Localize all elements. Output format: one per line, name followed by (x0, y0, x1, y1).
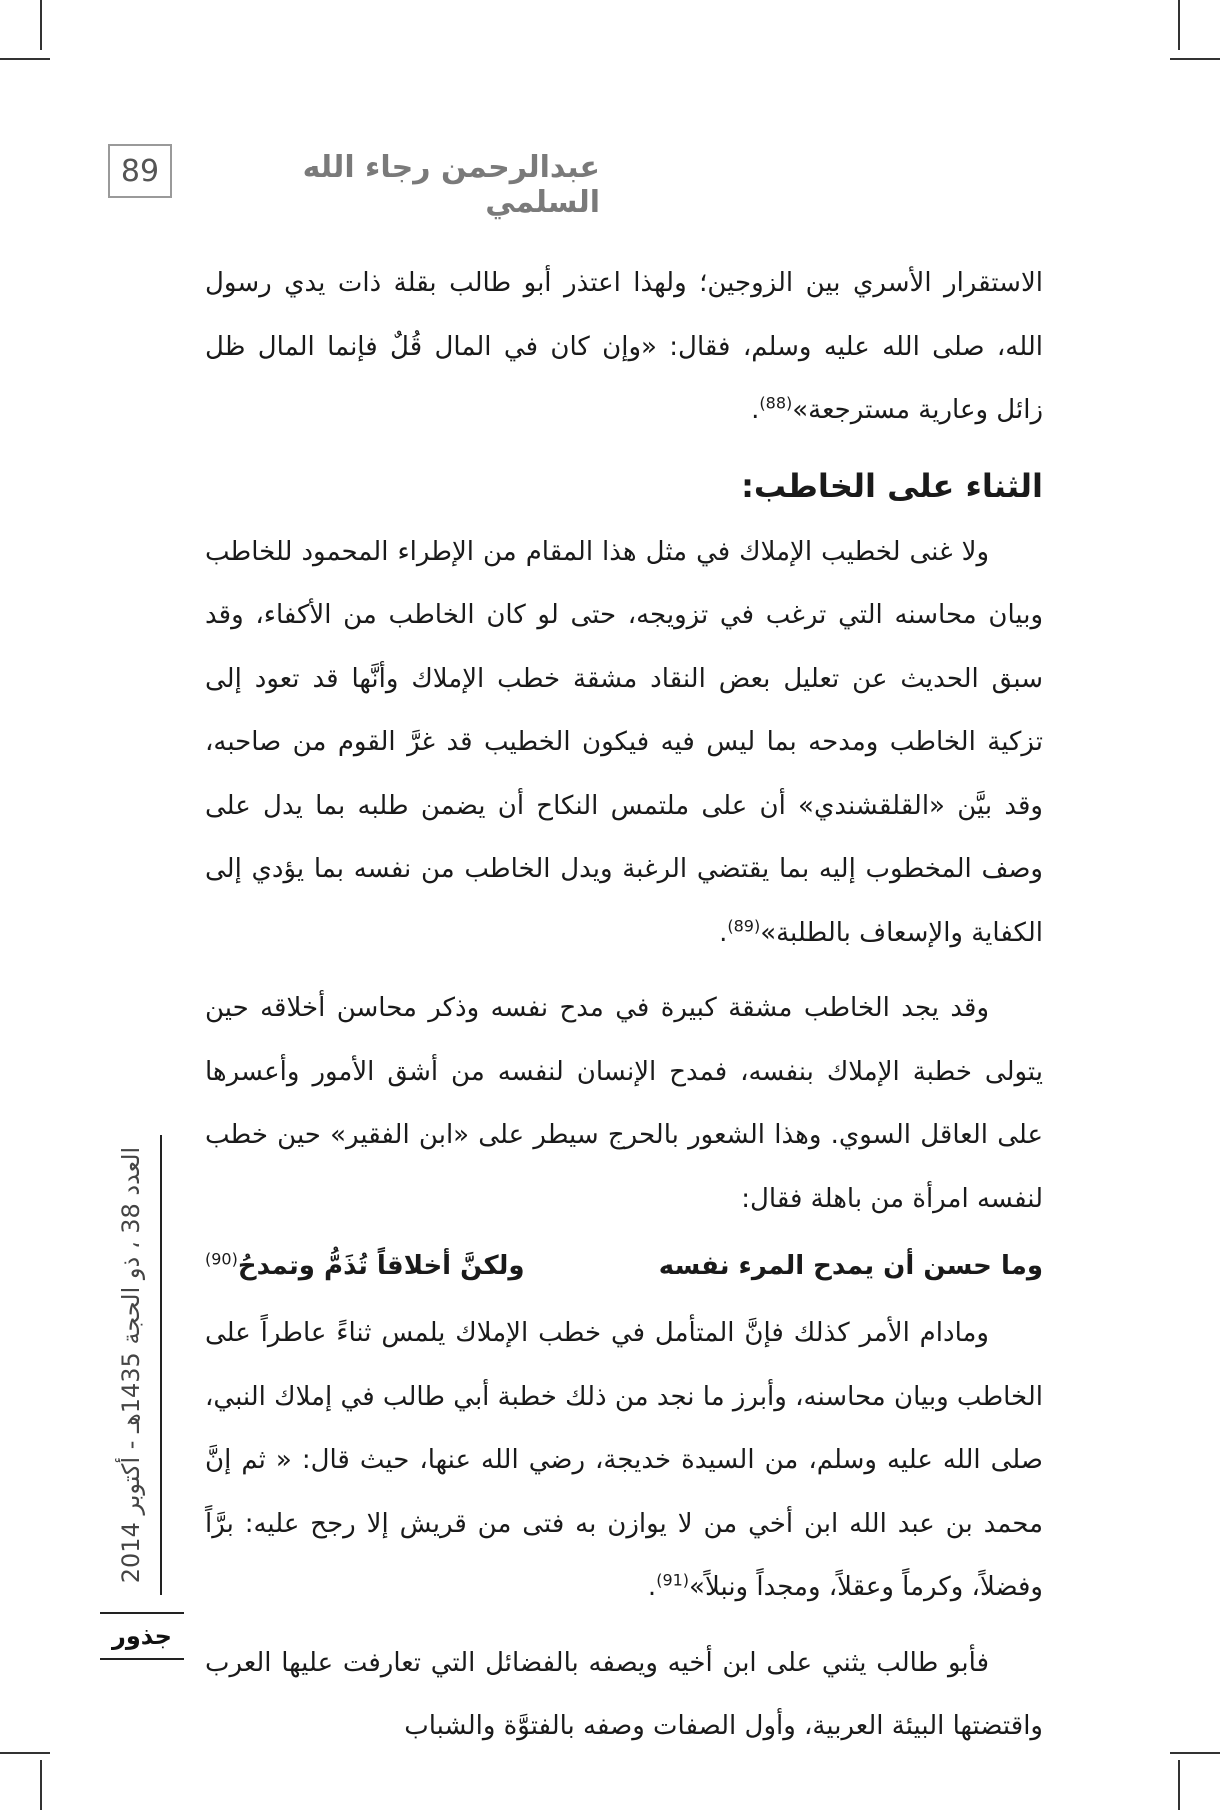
paragraph: الاستقرار الأسري بين الزوجين؛ ولهذا اعتذر أبو طالب بقلة ذات يدي رسول الله، صلى الله عليه وسلم، فقال: «وإن كان في المال قُلٌ فإنما المال ظل زائل وعارية مسترجعة»$^{(88)}$. (205, 268, 1043, 425)
paragraph: ومادام الأمر كذلك فإنَّ المتأمل في خطب الإملاك يلمس ثناءً عاطراً على الخاطب وبيان محاسنه، وأبرز ما نجد من ذلك خطبة أبي طالب في إملاك النبي، صلى الله عليه وسلم، من السيدة خديجة، رضي الله عنها، حيث قال: « ثم إنَّ محمد بن عبد الله ابن أخي من لا يوازن به فتى من قريش إلا رجح عليه: برَّاً وفضلاً، وكرماً وعقلاً، ومجداً ونبلاً»$^{(91)}$. (205, 1318, 1043, 1602)
crop-mark (1170, 58, 1220, 60)
crop-mark (1178, 1760, 1180, 1810)
footnote-ref: (90) (205, 1249, 238, 1269)
sidebar-rule (160, 1135, 162, 1595)
verse-first-hemistich: وما حسن أن يمدح المرء نفسه (658, 1251, 1043, 1281)
footnote-ref: (91) (656, 1570, 690, 1590)
issue-info-text: العدد 38 ، ذو الحجة 1435هـ - أكتوبر 2014 (117, 1146, 145, 1584)
paragraph: وقد يجد الخاطب مشقة كبيرة في مدح نفسه وذكر محاسن أخلاقه حين يتولى خطبة الإملاك بنفسه، فمدح الإنسان لنفسه من أشق الأمور وأعسرها على العاقل السوي. وهذا الشعور بالحرج سيطر على «ابن الفقير» حين خطب لنفسه امرأة من باهلة فقال: (205, 993, 1043, 1214)
issue-info (107, 1130, 155, 1600)
crop-mark (1170, 1752, 1220, 1754)
crop-mark (1178, 0, 1180, 50)
footnote-ref: (89) (727, 915, 761, 935)
verse-second-hemistich: ولكنَّ أخلاقاً تُذَمُّ وتمدحُ$^{(90)}$ (205, 1249, 525, 1281)
running-header-author: عبدالرحمن رجاء الله السلمي (302, 150, 600, 220)
poetry-verse (205, 1235, 1043, 1298)
crop-mark (0, 1752, 50, 1754)
section-heading: الثناء على الخاطب: (741, 466, 1043, 505)
article-body (205, 252, 1043, 1759)
crop-mark (0, 58, 50, 60)
crop-mark (40, 1760, 42, 1810)
page-number: 89 (108, 144, 172, 198)
crop-mark (40, 0, 42, 50)
paragraph: فأبو طالب يثني على ابن أخيه ويصفه بالفضائل التي تعارفت عليها العرب واقتضتها البيئة العربية، وأول الصفات وصفه بالفتوَّة والشباب (205, 1647, 1043, 1741)
paragraph: ولا غنى لخطيب الإملاك في مثل هذا المقام من الإطراء المحمود للخاطب وبيان محاسنه التي ترغب في تزويجه، حتى لو كان الخاطب من الأكفاء، وقد سبق الحديث عن تعليل بعض النقاد مشقة خطب الإملاك وأنَّها قد تعود إلى تزكية الخاطب ومدحه بما ليس فيه فيكون الخطيب قد غرَّ القوم من صاحبه، وقد بيَّن «القلقشندي» أن على ملتمس النكاح أن يضمن طلبه بما يدل على وصف المخطوب إليه بما يقتضي الرغبة ويدل الخاطب من نفسه بما يؤدي إلى الكفاية والإسعاف بالطلبة»$^{(89)}$. (205, 536, 1043, 948)
footnote-ref: (88) (759, 393, 793, 413)
journal-logo: جذور (100, 1612, 184, 1660)
